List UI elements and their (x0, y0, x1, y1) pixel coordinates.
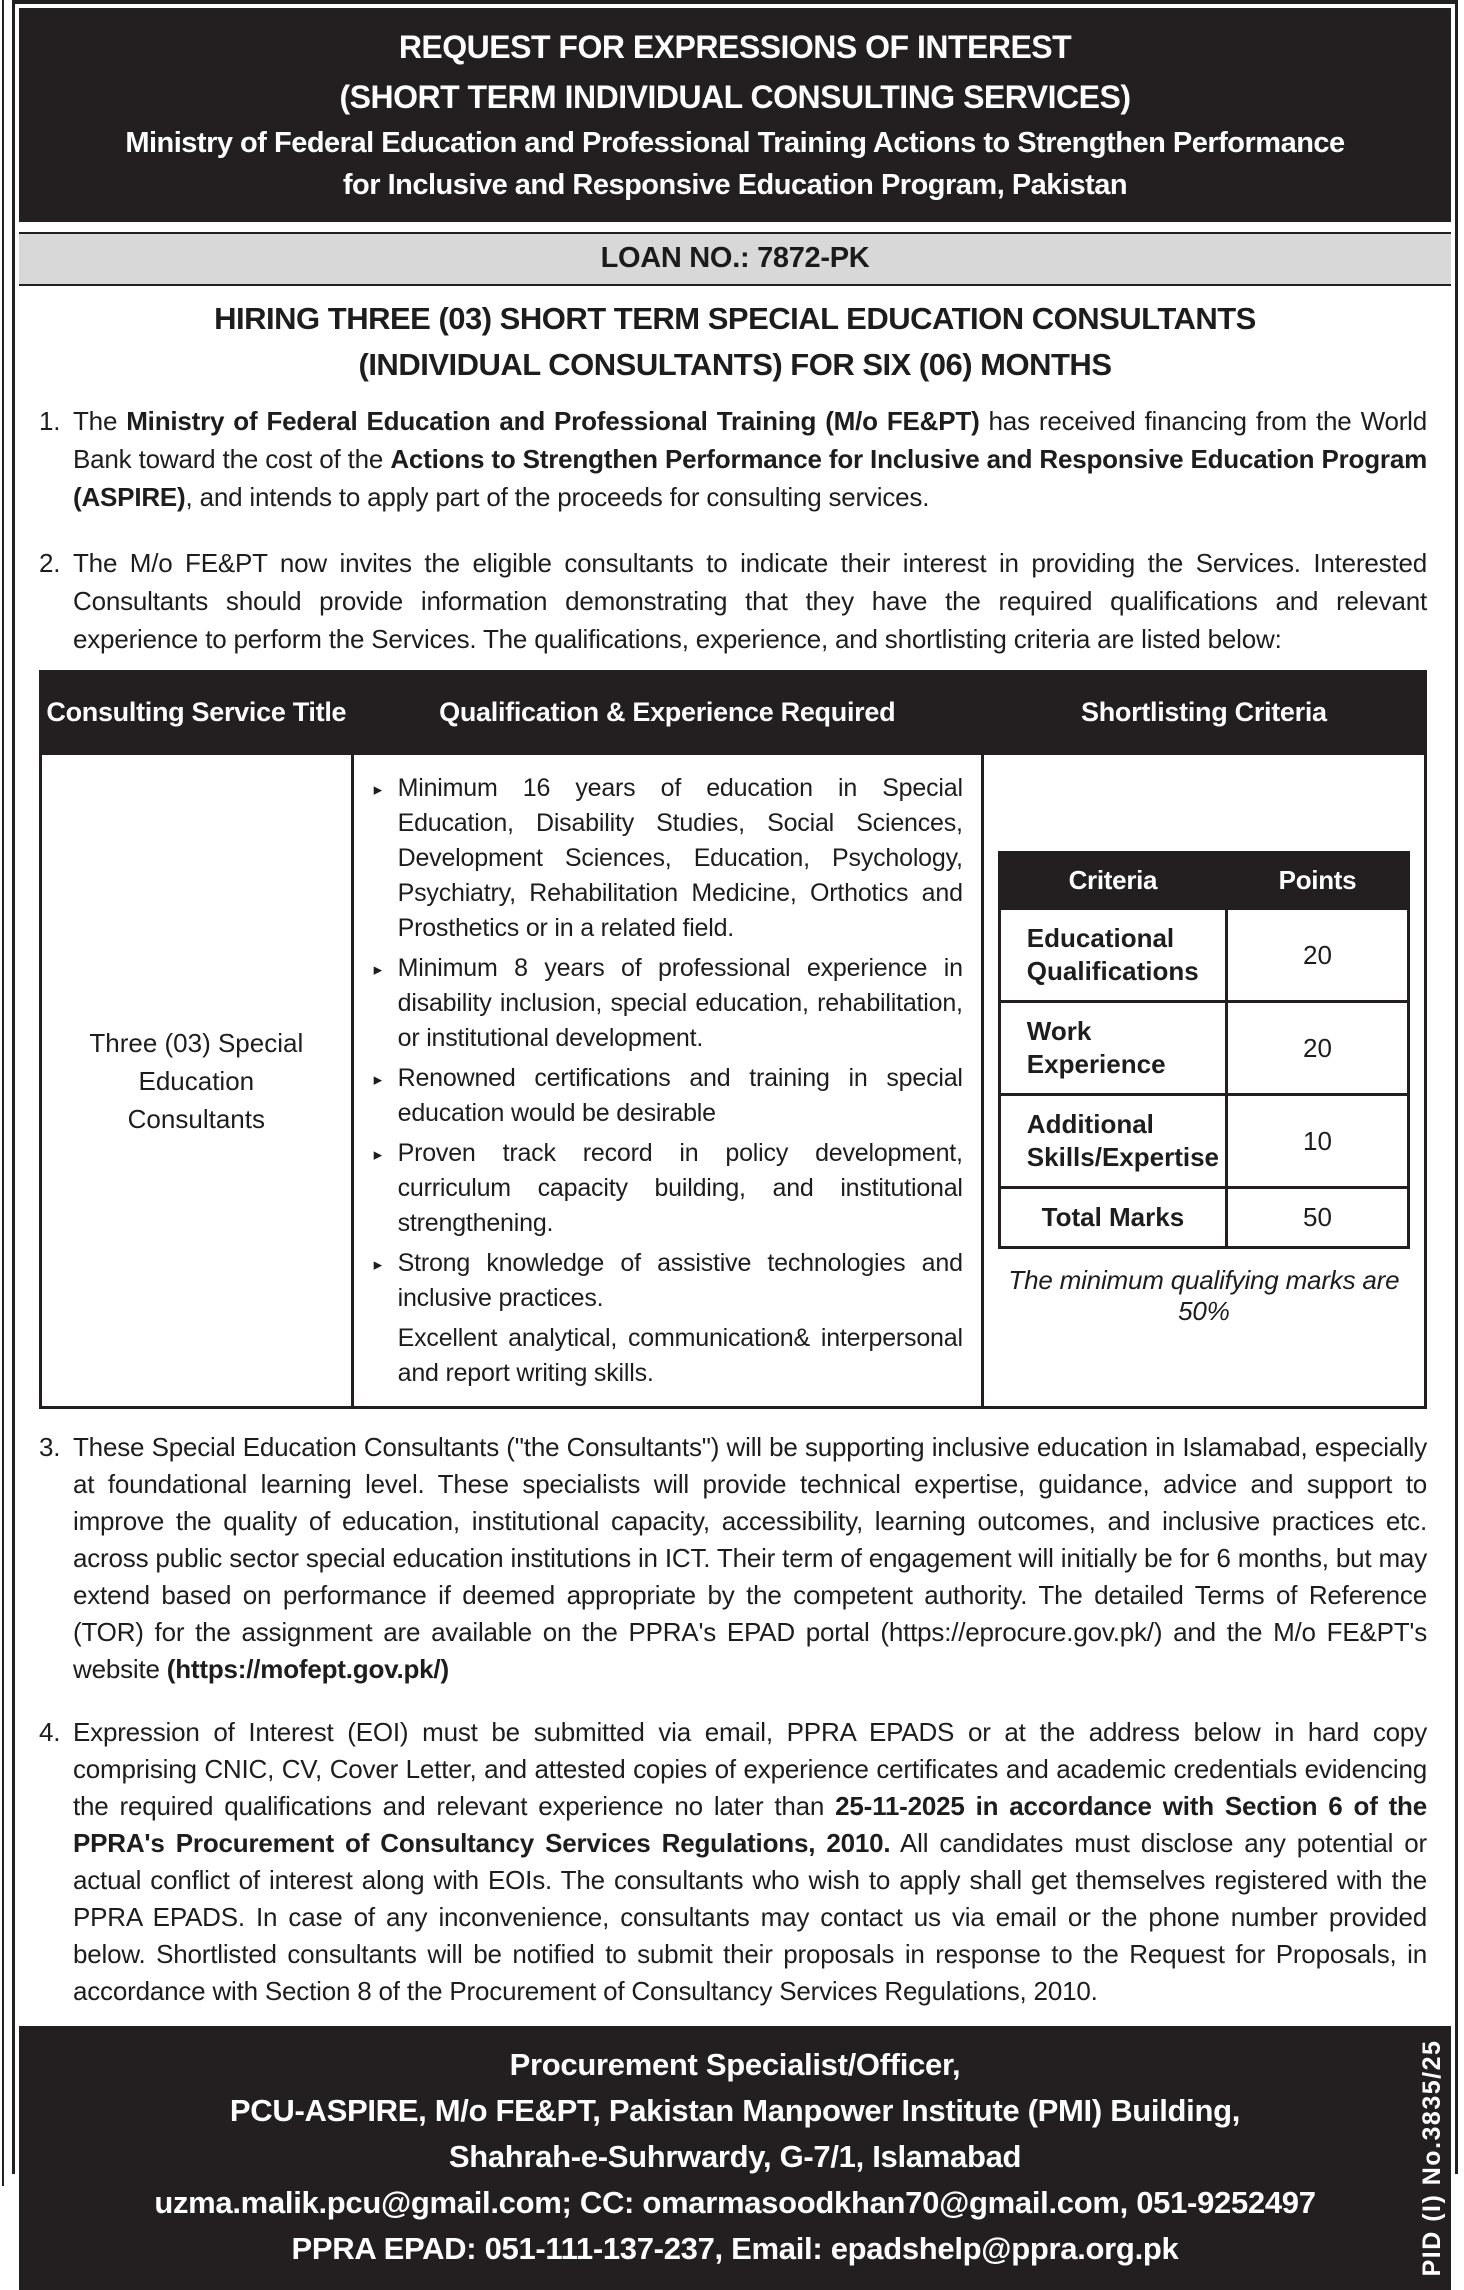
points-header: Points (1227, 853, 1409, 909)
paragraph-4-pre: Expression of Interest (EOI) must be submitted via email, PPRA EPADS or at the address below in hard copy comprising CNIC, CV, Cover Letter, and attested copies of experience certificates and academic credentials evidencing the required qualifications and relevant experience no later than (73, 1717, 1427, 1821)
paragraph-1-pre: The (73, 406, 127, 436)
paragraph-3-number: 3. (39, 1432, 61, 1462)
header-consulting-service-title: Consulting Service Title (41, 672, 353, 754)
qualifications-list (374, 771, 963, 1391)
paragraph-1-mid: has received financing from the World Bank toward the cost of the (73, 406, 1427, 474)
loan-number-bar: LOAN NO.: 7872-PK (19, 232, 1451, 286)
criteria-table-header-row (999, 853, 1408, 909)
service-title-cell: Three (03) Special Education Consultants (41, 754, 353, 1408)
criteria-points-total: 50 (1227, 1188, 1409, 1248)
body-copy (15, 402, 1455, 2010)
paragraph-3-bold-url: (https://mofept.gov.pk/) (166, 1654, 449, 1684)
paragraph-3-text (73, 1432, 1427, 1684)
bullet-arrow-icon: ▸ (373, 1255, 382, 1274)
paragraph-1-number: 1. (39, 406, 61, 436)
header-qualification-experience: Qualification & Experience Required (352, 672, 982, 754)
qualification-item-text: Strong knowledge of assistive technologies and inclusive practices. (397, 1249, 963, 1312)
qualification-item (374, 1061, 963, 1131)
criteria-points: 10 (1227, 1095, 1409, 1188)
criteria-points: 20 (1227, 1002, 1409, 1095)
criteria-row (999, 1188, 1408, 1248)
criteria-row (999, 1002, 1408, 1095)
hiring-heading (15, 296, 1455, 388)
paragraph-3 (39, 1429, 1427, 1688)
qualification-item (374, 951, 963, 1056)
footer-email-line: uzma.malik.pcu@gmail.com; CC: omarmasoodkhan70@gmail.com, 051-9252497 (154, 2185, 1316, 2220)
qualifications-cell (352, 754, 982, 1408)
eoi-table-body-row (41, 754, 1426, 1408)
paragraph-1-text (73, 406, 1427, 512)
criteria-label-total: Total Marks (999, 1188, 1226, 1248)
request-title-line2: (SHORT TERM INDIVIDUAL CONSULTING SERVICES) (339, 79, 1131, 115)
minimum-qualifying-note: The minimum qualifying marks are 50% (1008, 1265, 1400, 1326)
ministry-line1: Ministry of Federal Education and Professional Training Actions to Strengthen Performance (125, 127, 1345, 159)
criteria-label: Additional Skills/Expertise (999, 1095, 1226, 1188)
criteria-row (999, 909, 1408, 1002)
qualification-item (374, 771, 963, 946)
paragraph-4-post: All candidates must disclose any potential or actual conflict of interest along with EOIs. The consultants who wish to apply shall get themselves registered with the PPRA EPADS. In case of any inconvenience, consultants may contact us via email or the phone number provided below. Shortlisted consultants will be notified to submit their proposals in response to the Request for Proposals, in accordance with Section 8 of the Procurement of Consultancy Services Regulations, 2010. (73, 1828, 1428, 2006)
hiring-heading-line2: (INDIVIDUAL CONSULTANTS) FOR SIX (06) MONTHS (358, 347, 1112, 382)
paragraph-4-text (73, 1717, 1427, 2006)
criteria-row (999, 1095, 1408, 1188)
paragraph-4 (39, 1714, 1427, 2010)
footer-officer-line: Procurement Specialist/Officer, (509, 2047, 961, 2082)
paragraph-2 (39, 544, 1427, 658)
paragraph-1-bold-ministry: Ministry of Federal Education and Professional Training (M/o FE&PT) (126, 406, 980, 436)
newspaper-column-rule (2, 0, 4, 2186)
shortlisting-cell (982, 754, 1425, 1408)
advertisement-box (12, 0, 1458, 2277)
paragraph-1-bold-program: Actions to Strengthen Performance for Inclusive and Responsive Education Program (ASPIRE) (73, 444, 1427, 512)
footer-address-line2: Shahrah-e-Suhrwardy, G-7/1, Islamabad (448, 2139, 1022, 2174)
header-shortlisting-criteria: Shortlisting Criteria (982, 672, 1425, 754)
eoi-table (39, 670, 1427, 1409)
qualification-item (374, 1136, 963, 1241)
paragraph-2-text: The M/o FE&PT now invites the eligible consultants to indicate their interest in providing the Services. Interested Consultants should provide information demonstrating that they have the required qualifications and relevant experience to perform the Services. The qualifications, experience, and shortlisting criteria are listed below: (73, 548, 1427, 654)
ministry-line2: for Inclusive and Responsive Education Program, Pakistan (342, 169, 1128, 201)
bullet-arrow-icon: ▸ (373, 960, 382, 979)
hiring-heading-line1: HIRING THREE (03) SHORT TERM SPECIAL EDUCATION CONSULTANTS (214, 301, 1256, 336)
paragraph-2-number: 2. (39, 548, 61, 578)
criteria-label: Educational Qualifications (999, 909, 1226, 1002)
qualification-item-text: Excellent analytical, communication& interpersonal and report writing skills. (397, 1324, 963, 1387)
criteria-points-table (998, 851, 1410, 1249)
paragraph-1-post: , and intends to apply part of the proceeds for consulting services. (185, 482, 930, 512)
criteria-label: Work Experience (999, 1002, 1226, 1095)
criteria-points: 20 (1227, 909, 1409, 1002)
paragraph-3-pre: These Special Education Consultants ("the Consultants") will be supporting inclusive education in Islamabad, especially at foundational learning level. These specialists will provide technical expertise, guidance, advice and support to improve the quality of education, institutional capacity, accessibility, learning outcomes, and inclusive practices etc. across public sector special education institutions in ICT. Their term of engagement will initially be for 6 months, but may extend based on performance if deemed appropriate by the competent authority. The detailed Terms of Reference (TOR) for the assignment are available on the PPRA's EPAD portal (https://eprocure.gov.pk/) and the M/o FE&PT's website (73, 1432, 1427, 1684)
request-title-line1: REQUEST FOR EXPRESSIONS OF INTEREST (398, 29, 1072, 65)
footer-address-line1: PCU-ASPIRE, M/o FE&PT, Pakistan Manpower Institute (PMI) Building, (229, 2093, 1241, 2128)
paragraph-1 (39, 402, 1427, 516)
qualification-item-text: Minimum 8 years of professional experience in disability inclusion, special education, rehabilitation, or institutional development. (397, 954, 963, 1052)
eoi-table-header-row (41, 672, 1426, 754)
qualification-item-text: Proven track record in policy development, curriculum capacity building, and institutional strengthening. (397, 1139, 963, 1237)
paragraph-4-bold-deadline: 25-11-2025 in accordance with Section 6 of the PPRA's Procurement of Consultancy Services Regulations, 2010. (73, 1791, 1427, 1858)
qualification-item-text: Renowned certifications and training in special education would be desirable (397, 1064, 963, 1127)
contact-footer-block (19, 2026, 1451, 2290)
criteria-header: Criteria (999, 853, 1226, 909)
masthead-block (19, 8, 1451, 222)
paragraph-4-number: 4. (39, 1717, 61, 1747)
bullet-arrow-icon: ▸ (373, 1070, 382, 1089)
bullet-arrow-icon: ▸ (373, 1145, 382, 1164)
footer-ppra-epad-line: PPRA EPAD: 051-111-137-237, Email: epadshelp@ppra.org.pk (291, 2231, 1179, 2266)
qualification-item (374, 1246, 963, 1316)
qualification-item (374, 1321, 963, 1391)
qualification-item-text: Minimum 16 years of education in Special Education, Disability Studies, Social Sciences, Development Sciences, Education, Psychology, Psychiatry, Rehabilitation Medicine, Orthotics and Prosthetics or in a related field. (397, 774, 963, 942)
pid-number-vertical: PID (I) No.3835/25 (1418, 2039, 1446, 2277)
bullet-arrow-icon: ▸ (373, 780, 382, 799)
